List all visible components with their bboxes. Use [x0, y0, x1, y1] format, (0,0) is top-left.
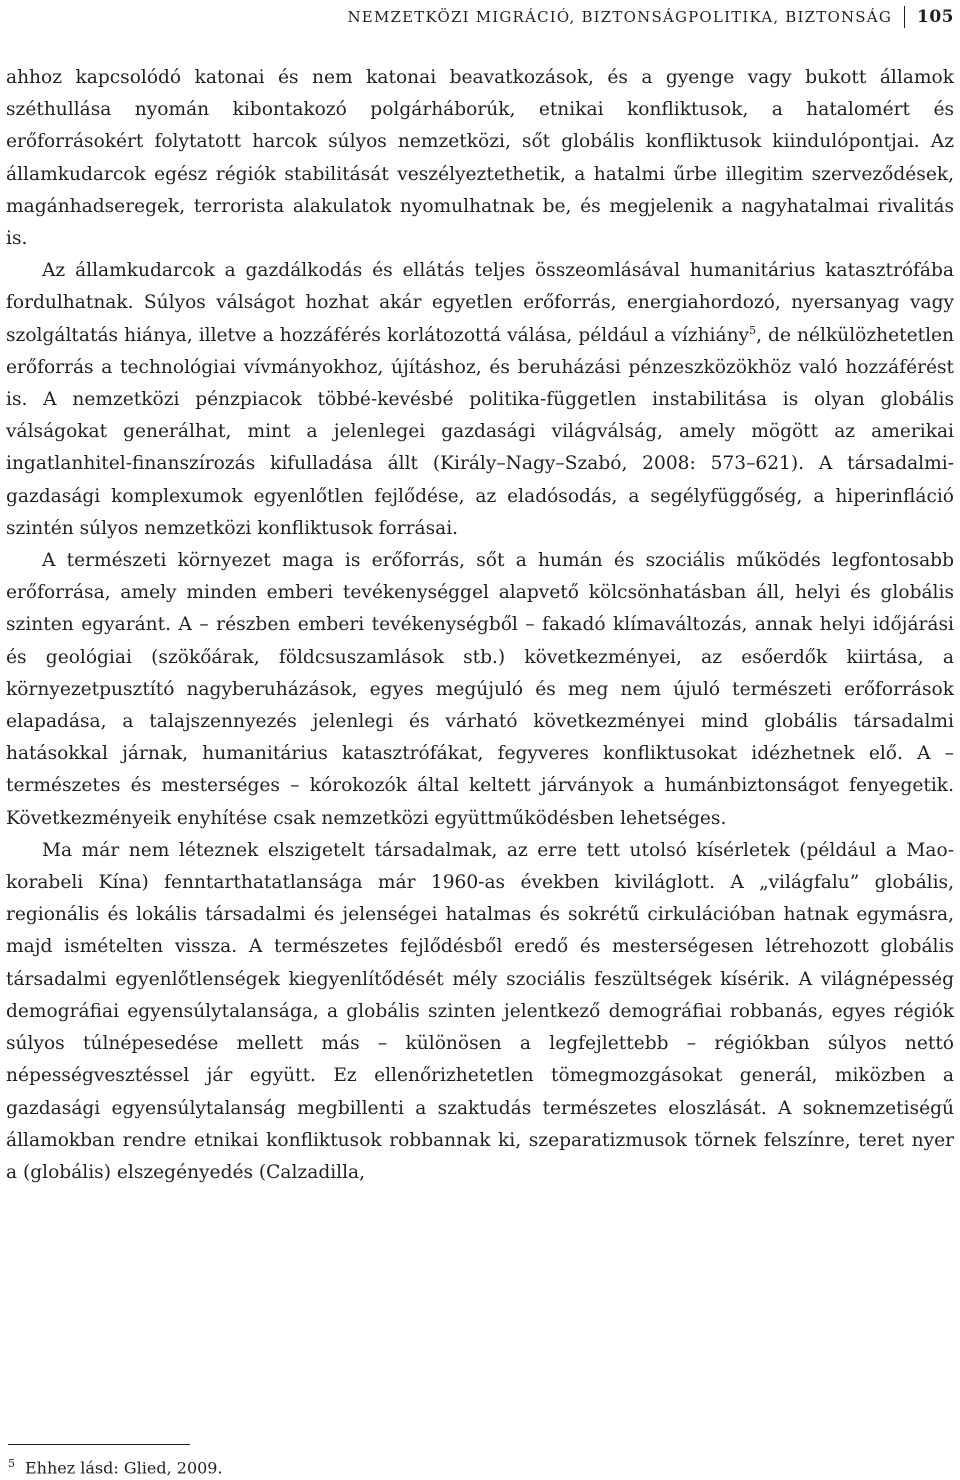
footnote-reference[interactable]: 5	[749, 323, 757, 337]
paragraph-4	[6, 835, 954, 1189]
footnote-mark: 5	[8, 1457, 15, 1470]
paragraph-text: ahhoz kapcsolódó katonai és nem katonai beavatkozások, és a gyenge vagy bukott államok széthullása nyomán kibontakozó polgárháborúk, etnikai konfliktusok, a hatalomért és erőforrásokért folytatott harcok súlyos nemzetközi, sőt globális konfliktusok kiindulópontjai. Az államkudarcok egész régiók stabilitását veszélyeztethetik, a hatalmi űrbe illegitim szerveződések, magánhadseregek, terrorista alakulatok nyomulhatnak be, és megjelenik a nagyhatalmai rivalitás is.	[6, 67, 954, 250]
paragraph-1	[6, 62, 954, 255]
paragraph-2	[6, 255, 954, 545]
footnote-text: Ehhez lásd: Glied, 2009.	[25, 1458, 223, 1478]
page-number: 105	[917, 7, 954, 27]
paragraph-3	[6, 545, 954, 835]
paragraph-text-continued: , de nélkülözhetetlen erőforrás a technológiai vívmányokhoz, újításhoz, és beruházási pénzeszközökhöz való hozzáférést is. A nemzetközi pénzpiacok többé-kevésbé politika-független instabilitása is olyan globális válságokat generálhat, mint a jelenlegei gazdasági világválság, amely mögött az amerikai ingatlanhitel-finanszírozás kifulladása állt (Király–Nagy–Szabó, 2008: 573–621). A társadalmi-gazdasági komplexumok egyenlőtlen fejlődése, az eladósodás, a segélyfüggőség, a hiperinfláció szintén súlyos nemzetközi konfliktusok forrásai.	[6, 324, 954, 539]
paragraph-text: A természeti környezet maga is erőforrás, sőt a humán és szociális működés legfontosabb erőforrása, amely minden emberi tevékenységgel alapvető kölcsönhatásban áll, helyi és globális szinten egyaránt. A – részben emberi tevékenységből – fakadó klímaváltozás, annak helyi időjárási és geológiai (szökőárak, földcsuszamlások stb.) következményei, az esőerdők kiirtása, a környezetpusztító nagyberuházások, egyes megújuló és meg nem újuló természeti erőforrások elapadása, a talajszennyezés jelenlegi és várható következményei mind globális társadalmi hatásokkal járnak, humanitárius katasztrófákat, fegyveres konfliktusokat idézhetnek elő. A – természetes és mesterséges – kórokozók által keltett járványok a humánbiztonságot fenyegetik. Következményeik enyhítése csak nemzetközi együttműködésben lehetséges.	[6, 550, 954, 829]
footnote	[8, 1454, 223, 1478]
footnote-separator	[8, 1444, 190, 1445]
running-header	[347, 4, 954, 30]
body-text	[6, 62, 954, 1189]
paragraph-text: Ma már nem léteznek elszigetelt társadalmak, az erre tett utolsó kísérletek (például a Mao-korabeli Kína) fenntarthatatlansága már 1960-as években kiviláglott. A „világfalu” globális, regionális és lokális társadalmi és jelenségei hatalmas és sokrétű cirkulációban hatnak egymásra, majd ismételten vissza. A természetes fejlődésből eredő és mesterségesen létrehozott globális társadalmi egyenlőtlenségek kiegyenlítődését mély szociális feszültségek kísérik. A világnépesség demográfiai egyensúlytalansága, a globális szinten jelentkező demográfiai robbanás, egyes régiók súlyos túlnépesedése mellett más – különösen a legfejlettebb – régiókban súlyos nettó népességvesztéssel jár együtt. Ez ellenőrizhetetlen tömegmozgásokat generál, miközben a gazdasági egyensúlytalanság megbillenti a szaktudás természetes eloszlását. A soknemzetiségű államokban rendre etnikai konfliktusok robbannak ki, szeparatizmusok törnek felszínre, teret nyer a (globális) elszegényedés (Calzadilla,	[6, 839, 954, 1183]
paragraph-text: Az államkudarcok a gazdálkodás és ellátás teljes összeomlásával humanitárius katasztrófába fordulhatnak. Súlyos válságot hozhat akár egyetlen erőforrás, energiahordozó, nyersanyag vagy szolgáltatás hiánya, illetve a hozzáférés korlátozottá válása, például a vízhiány	[6, 260, 954, 346]
running-title: NEMZETKÖZI MIGRÁCIÓ, BIZTONSÁGPOLITIKA, BIZTONSÁG	[347, 8, 892, 26]
header-divider	[904, 6, 905, 28]
